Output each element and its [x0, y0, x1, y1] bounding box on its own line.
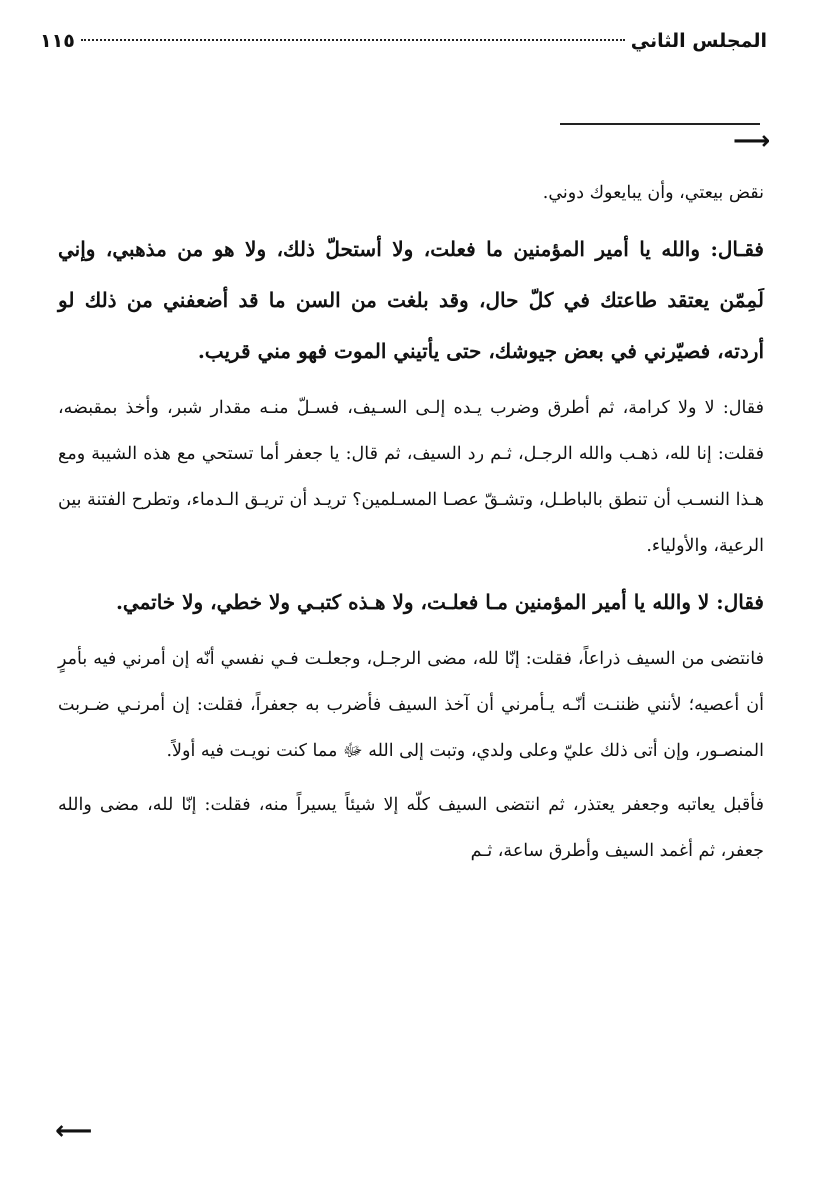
page-number: ١١٥: [40, 30, 75, 52]
paragraph-2: فقـال: والله يا أمير المؤمنين ما فعلت، ولا أستحلّ ذلك، ولا هو من مذهبي، وإني لَمِمّن يعتقد طاعتك في كلّ حال، وقد بلغت من السن ما قد أضعفني من ذلك لو أردته، فصيّرني في بعض جيوشك، حتى يأتيني الموت فهو مني قريب.: [58, 237, 764, 363]
paragraph-6: فأقبل يعاتبه وجعفر يعتذر، ثم انتضى السيف كلّه إلا شيئاً يسيراً منه، فقلت: إنّا لله، مضى والله جعفر، ثم أغمد السيف وأطرق ساعة، ثـم: [58, 795, 764, 861]
page-body: [58, 170, 764, 882]
arrow-right-icon: ⟶: [733, 126, 771, 156]
header-dot-leader: [81, 39, 625, 41]
arrow-left-icon: ⟵: [55, 1116, 93, 1146]
chapter-title: المجلس الثاني: [630, 30, 767, 52]
page-header: [40, 30, 767, 64]
paragraph-3: فقال: لا ولا كرامة، ثم أطرق وضرب يـده إلـى السـيف، فسـلّ منـه مقدار شبر، وأخذ بمقبضه، فقلت: إنا لله، ذهـب والله الرجـل، ثـم رد السيف، ثم قال: يا جعفر أما تستحي مع هذه الشيبة ومع هـذا النسـب أن تنطق بالباطـل، وتشـقّ عصـا المسـلمين؟ تريـد أن تريـق الـدماء، وتطرح الفتنة بين الرعية، والأولياء.: [58, 398, 764, 556]
paragraph-5: فانتضى من السيف ذراعاً، فقلت: إنّا لله، مضى الرجـل، وجعلـت فـي نفسي أنّه إن أمرني فيه بأمرٍ أن أعصيه؛ لأنني ظننـت أنّـه يـأمرني أن آخذ السيف فأضرب به جعفراً، فقلت: إن أمرنـي ضـربت المنصـور، وإن أتى ذلك عليّ وعلى ولدي، وتبت إلى الله ﷻ مما كنت نويـت فيه أولاً.: [58, 649, 764, 761]
paragraph-1: نقض بيعتي، وأن يبايعوك دوني.: [542, 183, 764, 203]
paragraph-4: فقال: لا والله يا أمير المؤمنين مـا فعلـت، ولا هـذه كتبـي ولا خطي، ولا خاتمي.: [115, 590, 764, 614]
footnote-separator-rule: [560, 123, 760, 125]
